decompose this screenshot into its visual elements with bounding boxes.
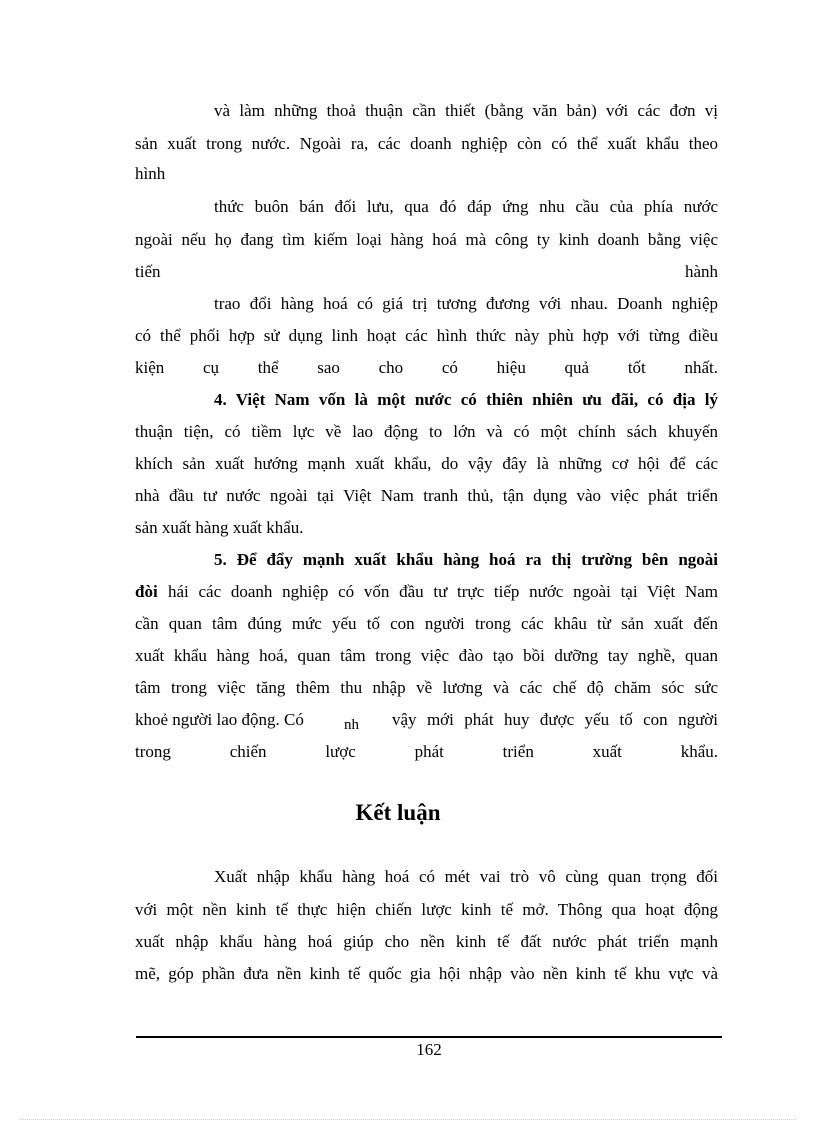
- text-fragment: nh: [344, 717, 359, 733]
- page-bottom-border: [20, 1119, 796, 1120]
- text-line: mẽ, góp phần đưa nền kinh tế quốc gia hội nhập vào nền kinh tế khu vực và: [135, 964, 718, 983]
- text-line: hành: [684, 262, 718, 281]
- text-line: kiện cụ thể sao cho có hiệu quả tốt nhất.: [135, 358, 718, 377]
- text-line: xuất khẩu hàng hoá, quan tâm trong việc đào tạo bồi dưỡng tay nghề, quan: [135, 646, 718, 665]
- text-line: với một nền kinh tế thực hiện chiến lược kinh tế mở. Thông qua hoạt động: [135, 900, 718, 919]
- text-line: và làm những thoả thuận cần thiết (bằng văn bản) với các đơn vị: [214, 101, 718, 120]
- text-line: khích sản xuất hướng mạnh xuất khẩu, do vậy đây là những cơ hội để các: [135, 454, 718, 473]
- text-line: cần quan tâm đúng mức yếu tố con người trong các khâu từ sản xuất đến: [135, 614, 718, 633]
- text-line: tiến: [135, 262, 161, 281]
- text-line: nhà đầu tư nước ngoài tại Việt Nam tranh thủ, tận dụng vào việc phát triển: [135, 486, 718, 505]
- text-line: trong chiến lược phát triển xuất khẩu.: [135, 742, 718, 761]
- text-line: sản xuất trong nước. Ngoài ra, các doanh nghiệp còn có thể xuất khẩu theo: [135, 134, 718, 153]
- text-line: hái các doanh nghiệp có vốn đầu tư trực tiếp nước ngoài tại Việt Nam: [168, 582, 718, 601]
- text-line: 4. Việt Nam vốn là một nước có thiên nhiên ưu đãi, có địa lý: [214, 390, 718, 409]
- text-line: hình: [135, 164, 166, 183]
- text-line: có thể phối hợp sử dụng linh hoạt các hình thức này phù hợp với từng điều: [135, 326, 718, 345]
- text-line: đòi: [135, 582, 158, 601]
- text-line: Xuất nhập khẩu hàng hoá có mét vai trò vô cùng quan trọng đối: [214, 867, 718, 886]
- text-line: trao đổi hàng hoá có giá trị tương đương với nhau. Doanh nghiệp: [214, 294, 718, 313]
- text-line: thức buôn bán đối lưu, qua đó đáp ứng nhu cầu của phía nước: [214, 197, 718, 216]
- text-line: sản xuất hàng xuất khẩu.: [135, 518, 304, 537]
- text-line: xuất nhập khẩu hàng hoá giúp cho nền kinh tế đất nước phát triển mạnh: [135, 932, 718, 951]
- text-line: 5. Để đẩy mạnh xuất khẩu hàng hoá ra thị trường bên ngoài: [214, 550, 718, 569]
- text-line: khoẻ người lao động. Có: [135, 710, 304, 729]
- text-line: ngoài nếu họ đang tìm kiếm loại hàng hoá mà công ty kinh doanh bằng việc: [135, 230, 718, 249]
- text-line: vậy mới phát huy được yếu tố con người: [392, 710, 718, 729]
- page-number: 162: [416, 1040, 442, 1059]
- footer-rule: [136, 1036, 722, 1038]
- section-heading: Kết luận: [355, 800, 441, 825]
- text-line: tâm trong việc tăng thêm thu nhập về lương và các chế độ chăm sóc sức: [135, 678, 718, 697]
- text-line: thuận tiện, có tiềm lực về lao động to lớn và có một chính sách khuyến: [135, 422, 718, 441]
